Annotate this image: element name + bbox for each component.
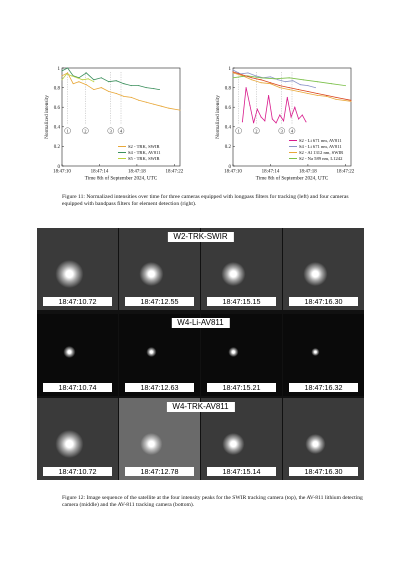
data-point: [289, 87, 290, 88]
data-point: [146, 102, 147, 103]
x-axis-label: Time 8th of September 2024, UTC: [255, 175, 329, 182]
figure-12-image-grid: [37, 228, 364, 480]
data-point: [93, 89, 94, 90]
data-point: [131, 97, 132, 98]
data-point: [289, 89, 290, 90]
y-tick-label: 0.2: [224, 145, 231, 151]
data-point: [336, 97, 337, 98]
frame-timestamp: 18:47:10.74: [43, 383, 112, 392]
data-point: [351, 100, 352, 101]
chart-2: [215, 67, 355, 182]
data-point: [251, 79, 252, 80]
data-point: [283, 120, 284, 121]
data-point: [272, 118, 273, 119]
data-point: [249, 105, 250, 106]
data-point: [345, 85, 346, 86]
figure-12-caption: Figure 12: Image sequence of the satellite at the four intensity peaks for the SWIR tracking camera (top), the AV-811 lithium detecting camera (middle) and the AV-811 tracking camera (bottom).: [62, 495, 363, 509]
data-point: [62, 75, 63, 76]
data-point: [76, 77, 77, 78]
camera-row-title: W4-Li-AV811: [171, 318, 229, 328]
y-tick-label: 0.4: [53, 125, 60, 131]
y-tick-label: 0: [57, 164, 60, 170]
data-point: [298, 91, 299, 92]
y-tick-label: 0.8: [224, 86, 231, 92]
data-point: [153, 104, 154, 105]
legend-entry: S4 - TRK, AV811: [128, 150, 161, 155]
data-point: [351, 101, 352, 102]
data-point: [108, 91, 109, 92]
series-line: [62, 68, 159, 90]
data-point: [62, 79, 63, 80]
data-point: [279, 115, 280, 116]
data-point: [270, 83, 271, 84]
data-point: [82, 79, 83, 80]
data-point: [67, 68, 68, 69]
y-axis-label: Normalized intensity: [215, 95, 221, 139]
frame-timestamp: 18:47:15.21: [207, 383, 276, 392]
data-point: [261, 82, 262, 83]
frame-timestamp: 18:47:10.72: [43, 297, 112, 306]
frame-timestamp: 18:47:16.32: [289, 383, 358, 392]
frame-timestamp: 18:47:16.30: [289, 467, 358, 476]
data-point: [326, 95, 327, 96]
data-point: [253, 122, 254, 123]
data-point: [123, 83, 124, 84]
figure-11-charts: [0, 0, 400, 190]
x-tick-label: 18:47:14: [90, 169, 109, 175]
chart-1: [44, 67, 184, 182]
frame-timestamp: 18:47:12.78: [125, 467, 194, 476]
data-point: [307, 91, 308, 92]
data-point: [261, 117, 262, 118]
data-point: [277, 79, 278, 80]
frame-timestamp: 18:47:10.72: [43, 467, 112, 476]
y-tick-label: 0: [228, 164, 231, 170]
data-point: [153, 88, 154, 89]
x-tick-label: 18:47:10: [224, 169, 242, 175]
data-point: [116, 80, 117, 81]
data-point: [279, 87, 280, 88]
legend-entry: S4 - Li 671 nm, AV811: [299, 144, 342, 149]
data-point: [251, 77, 252, 78]
data-point: [331, 83, 332, 84]
data-point: [131, 85, 132, 86]
data-point: [291, 117, 292, 118]
data-point: [261, 79, 262, 80]
y-axis-label: Normalized intensity: [44, 95, 50, 139]
data-point: [138, 100, 139, 101]
data-point: [242, 121, 243, 122]
series-line: [242, 88, 306, 123]
data-point: [101, 87, 102, 88]
x-tick-label: 18:47:18: [299, 169, 317, 175]
data-point: [317, 93, 318, 94]
data-point: [317, 95, 318, 96]
x-tick-label: 18:47:10: [53, 169, 71, 175]
peak-marker-label: 4: [290, 128, 294, 134]
data-point: [268, 95, 269, 96]
data-point: [93, 81, 94, 82]
legend-entry: S5 - TRK, SWIR: [128, 156, 160, 161]
y-tick-label: 1: [57, 66, 60, 72]
data-point: [108, 81, 109, 82]
data-point: [336, 99, 337, 100]
data-point: [88, 78, 89, 79]
data-point: [246, 87, 247, 88]
data-point: [279, 85, 280, 86]
legend-entry: S2 - Na 589 nm, L1242: [299, 156, 343, 161]
data-point: [71, 75, 72, 76]
data-point: [180, 110, 181, 111]
data-point: [270, 76, 271, 77]
data-point: [233, 71, 234, 72]
data-point: [161, 106, 162, 107]
data-point: [261, 77, 262, 78]
data-point: [285, 81, 286, 82]
data-point: [146, 87, 147, 88]
figure-11-caption: Figure 11: Normalized intensities over time for three cameras equipped with longpass filters for tracking (left) and four cameras equipped with bandpass filters for element detection (right).: [62, 194, 349, 208]
x-tick-label: 18:47:22: [165, 169, 184, 175]
frame-timestamp: 18:47:12.63: [125, 383, 194, 392]
peak-marker-label: 1: [237, 128, 240, 134]
x-tick-label: 18:47:18: [128, 169, 146, 175]
data-point: [233, 72, 234, 73]
data-point: [73, 83, 74, 84]
legend-entry: S2 - TRK, SWIR: [128, 144, 160, 149]
data-point: [233, 69, 234, 70]
data-point: [168, 108, 169, 109]
legend-entry: S2 - Al 1312 nm, SWIR: [299, 150, 344, 155]
data-point: [298, 89, 299, 90]
y-tick-label: 0.4: [224, 125, 231, 131]
peak-marker-label: 1: [66, 128, 69, 134]
peak-marker-label: 4: [119, 128, 123, 134]
frame-timestamp: 18:47:15.14: [207, 467, 276, 476]
data-point: [306, 121, 307, 122]
data-point: [78, 81, 79, 82]
legend-entry: S2 - Li 671 nm, AV811: [299, 138, 342, 143]
x-axis-label: Time 8th of September 2024, UTC: [84, 175, 158, 182]
satellite-image-frame: [37, 314, 118, 396]
satellite-image-frame: [283, 314, 364, 396]
peak-marker-label: 3: [280, 128, 283, 134]
data-point: [326, 96, 327, 97]
satellite-image-frame: [37, 228, 118, 310]
data-point: [303, 79, 304, 80]
peak-marker-label: 2: [84, 128, 87, 134]
frame-timestamp: 18:47:15.15: [207, 297, 276, 306]
peak-marker-label: 2: [255, 128, 258, 134]
data-point: [247, 72, 248, 73]
data-point: [116, 93, 117, 94]
data-point: [159, 89, 160, 90]
y-tick-label: 0.2: [53, 145, 60, 151]
data-point: [257, 109, 258, 110]
data-point: [289, 77, 290, 78]
peak-marker-label: 3: [109, 128, 112, 134]
satellite-image-frame: [283, 398, 364, 480]
y-tick-label: 0.6: [53, 106, 60, 111]
data-point: [123, 96, 124, 97]
x-tick-label: 18:47:22: [336, 169, 355, 175]
data-point: [138, 85, 139, 86]
frame-timestamp: 18:47:12.55: [125, 297, 194, 306]
y-tick-label: 0.6: [224, 106, 231, 111]
data-point: [276, 122, 277, 123]
data-point: [86, 84, 87, 85]
data-point: [275, 78, 276, 79]
frame-timestamp: 18:47:16.30: [289, 297, 358, 306]
data-point: [292, 80, 293, 81]
data-point: [315, 87, 316, 88]
data-point: [307, 85, 308, 86]
data-point: [298, 118, 299, 119]
camera-row-title: W2-TRK-SWIR: [167, 232, 233, 242]
data-point: [300, 84, 301, 85]
data-point: [62, 70, 63, 71]
satellite-image-frame: [37, 398, 118, 480]
data-point: [270, 82, 271, 83]
data-point: [93, 79, 94, 80]
data-point: [242, 74, 243, 75]
data-point: [66, 73, 67, 74]
camera-row-title: W4-TRK-AV811: [166, 402, 234, 412]
data-point: [307, 93, 308, 94]
data-point: [67, 72, 68, 73]
data-point: [264, 120, 265, 121]
data-point: [86, 72, 87, 73]
data-point: [287, 97, 288, 98]
data-point: [302, 115, 303, 116]
data-point: [101, 77, 102, 78]
x-tick-label: 18:47:14: [261, 169, 280, 175]
y-tick-label: 0.8: [53, 86, 60, 92]
data-point: [255, 75, 256, 76]
y-tick-label: 1: [228, 66, 231, 72]
data-point: [233, 77, 234, 78]
satellite-image-frame: [283, 228, 364, 310]
data-point: [317, 81, 318, 82]
data-point: [294, 107, 295, 108]
